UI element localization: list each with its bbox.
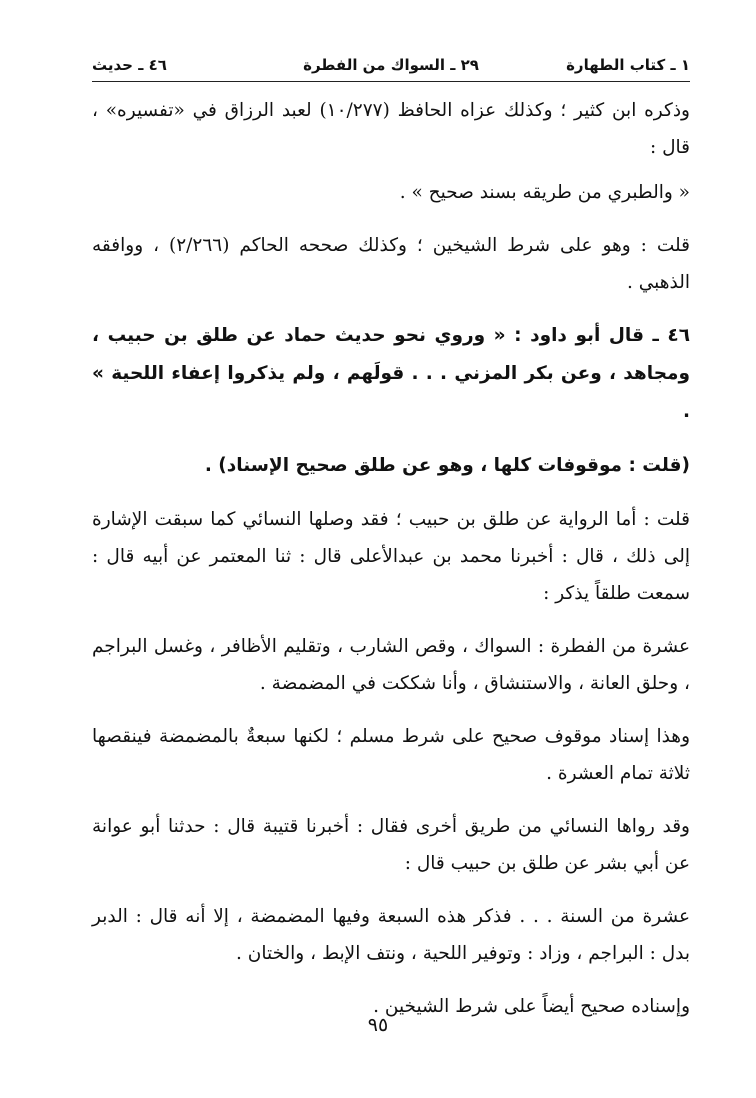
- running-header: [92, 50, 690, 80]
- paragraph-9: وقد رواها النسائي من طريق أخرى فقال : أخبرنا قتيبة قال : حدثنا أبو عوانة عن أبي بشر عن طلق بن حبيب قال :: [92, 816, 690, 874]
- paragraph-3: قلت : وهو على شرط الشيخين ؛ وكذلك صححه الحاكم (٢/٢٦٦) ، ووافقه الذهبي .: [92, 235, 691, 293]
- paragraph-1: وذكره ابن كثير ؛ وكذلك عزاه الحافظ (١٠/٢٧٧) لعبد الرزاق في «تفسيره» ، قال :: [92, 100, 690, 158]
- paragraph-11: وإسناده صحيح أيضاً على شرط الشيخين .: [373, 996, 690, 1017]
- header-divider: [92, 81, 690, 82]
- paragraph-2: « والطبري من طريقه بسند صحيح » .: [399, 182, 690, 203]
- hadith-46-verdict: (قلت : موقوفات كلها ، وهو عن طلق صحيح الإسناد) .: [204, 455, 690, 476]
- header-chapter-title: ٢٩ ـ السواك من الفطرة: [303, 56, 479, 74]
- paragraph-10: عشرة من السنة . . . فذكر هذه السبعة وفيها المضمضة ، إلا أنه قال : الدبر بدل : البراجم ، وزاد : وتوفير اللحية ، ونتف الإبط ، والختان .: [92, 906, 690, 964]
- page-body: [92, 92, 690, 1041]
- header-book-title: ١ ـ كتاب الطهارة: [566, 56, 690, 74]
- paragraph-8: وهذا إسناد موقوف صحيح على شرط مسلم ؛ لكنها سبعةٌ بالمضمضة فينقصها ثلاثة تمام العشرة .: [92, 726, 690, 784]
- header-hadith-number: ٤٦ ـ حديث: [92, 56, 167, 74]
- page-number: ٩٥: [367, 1014, 389, 1036]
- hadith-46-text: ٤٦ ـ قال أبو داود : « وروي نحو حديث حماد عن طلق بن حبيب ، ومجاهد ، وعن بكر المزني . . . قولَهم ، ولم يذكروا إعفاء اللحية » .: [92, 325, 690, 422]
- paragraph-6: قلت : أما الرواية عن طلق بن حبيب ؛ فقد وصلها النسائي كما سبقت الإشارة إلى ذلك ، قال : أخبرنا محمد بن عبدالأعلى قال : ثنا المعتمر عن أبيه قال : سمعت طلقاً يذكر :: [92, 509, 690, 604]
- paragraph-7: عشرة من الفطرة : السواك ، وقص الشارب ، وتقليم الأظافر ، وغسل البراجم ، وحلق العانة ، والاستنشاق ، وأنا شككت في المضمضة .: [92, 636, 690, 694]
